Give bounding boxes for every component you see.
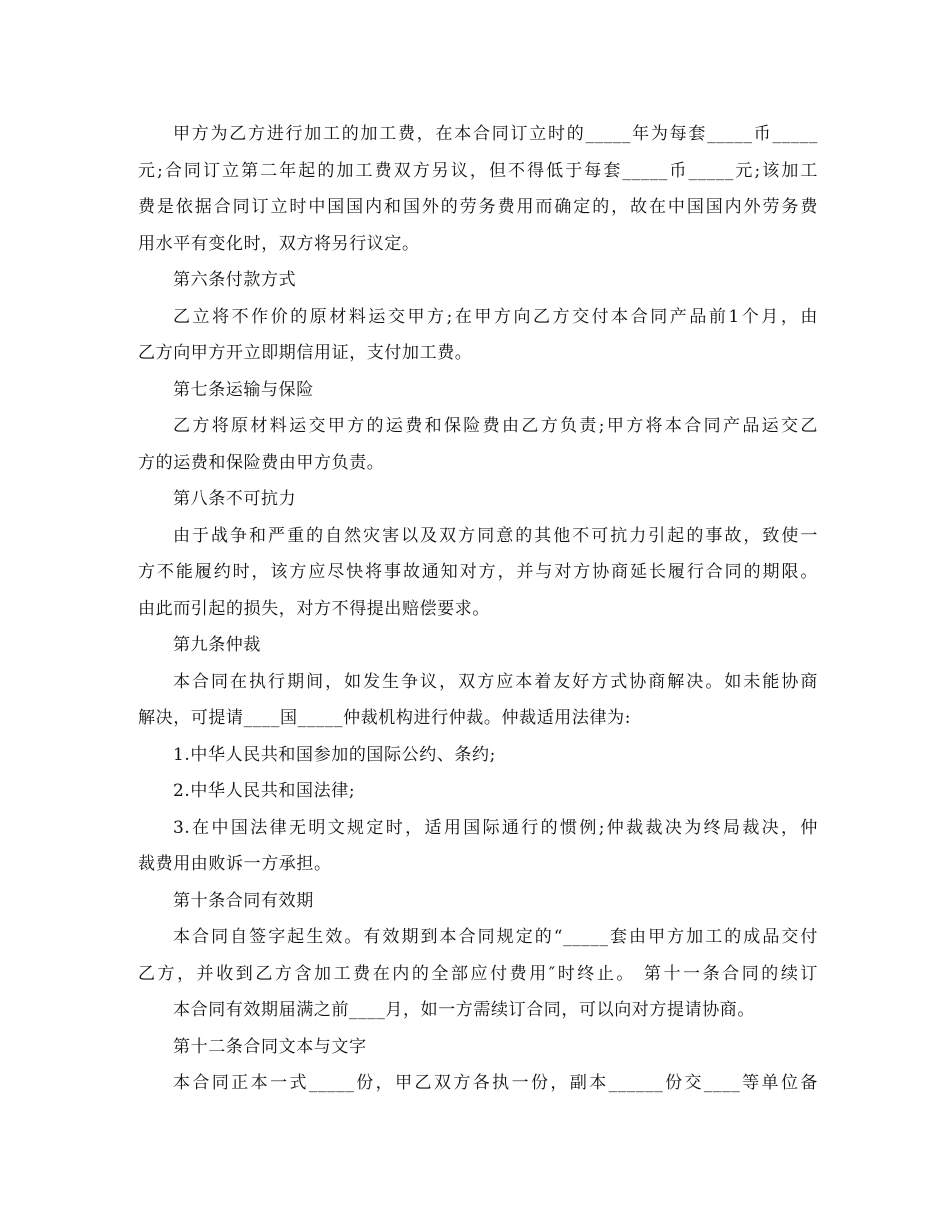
list-item: 3.在中国法律无明文规定时，适用国际通行的惯例;仲裁裁决为终局裁决，仲 [173, 817, 818, 838]
paragraph-line: 方的运费和保险费由甲方负责。 [138, 452, 385, 473]
paragraph-line: 乙方，并收到乙方含加工费在内的全部应付费用″时终止。 第十一条合同的续订 [138, 963, 818, 984]
paragraph-line: 本合同正本一式_____份，甲乙双方各执一份，副本______份交____等单位备 [173, 1073, 818, 1093]
paragraph-line: 方不能履约时，该方应尽快将事故通知对方，并与对方协商延长履行合同的期限。 [138, 562, 818, 582]
section-heading-validity: 第十条合同有效期 [173, 890, 314, 911]
paragraph-line: 乙方将原材料运交甲方的运费和保险费由乙方负责;甲方将本合同产品运交乙 [173, 416, 818, 436]
paragraph-line: 本合同在执行期间，如发生争议，双方应本着友好方式协商解决。如未能协商 [173, 671, 818, 692]
paragraph-line: 本合同自签字起生效。有效期到本合同规定的“_____套由甲方加工的成品交付 [173, 927, 818, 947]
section-heading-transport: 第七条运输与保险 [173, 379, 314, 400]
contract-text [138, 116, 818, 1102]
list-item: 1.中华人民共和国参加的国际公约、条约; [173, 744, 496, 765]
paragraph-line: 费是依据合同订立时中国国内和国外的劳务费用而确定的，故在中国国内外劳务费 [138, 197, 818, 217]
section-heading-payment: 第六条付款方式 [173, 270, 297, 290]
paragraph-line: 裁费用由败诉一方承担。 [138, 854, 332, 874]
paragraph-line: 甲方为乙方进行加工的加工费，在本合同订立时的_____年为每套_____币_____ [173, 124, 818, 144]
paragraph-line: 元;合同订立第二年起的加工费双方另议，但不得低于每套_____币_____元;该加工 [138, 160, 818, 181]
section-heading-arbitration: 第九条仲裁 [173, 635, 261, 655]
paragraph-line: 由于战争和严重的自然灾害以及双方同意的其他不可抗力引起的事故，致使一 [173, 525, 818, 546]
paragraph-line: 乙方向甲方开立即期信用证，支付加工费。 [138, 343, 473, 363]
paragraph-line: 用水平有变化时，双方将另行议定。 [138, 233, 420, 254]
paragraph-line: 乙立将不作价的原材料运交甲方;在甲方向乙方交付本合同产品前1个月，由 [173, 306, 818, 327]
section-heading-text-language: 第十二条合同文本与文字 [173, 1036, 367, 1057]
list-item: 2.中华人民共和国法律; [173, 781, 356, 801]
paragraph-line: 本合同有效期届满之前____月，如一方需续订合同，可以向对方提请协商。 [173, 1000, 755, 1020]
section-heading-force-majeure: 第八条不可抗力 [173, 489, 297, 509]
paragraph-line: 解决，可提请____国_____仲裁机构进行仲裁。仲裁适用法律为: [138, 708, 632, 728]
paragraph-line: 由此而引起的损失，对方不得提出赔偿要求。 [138, 598, 490, 619]
